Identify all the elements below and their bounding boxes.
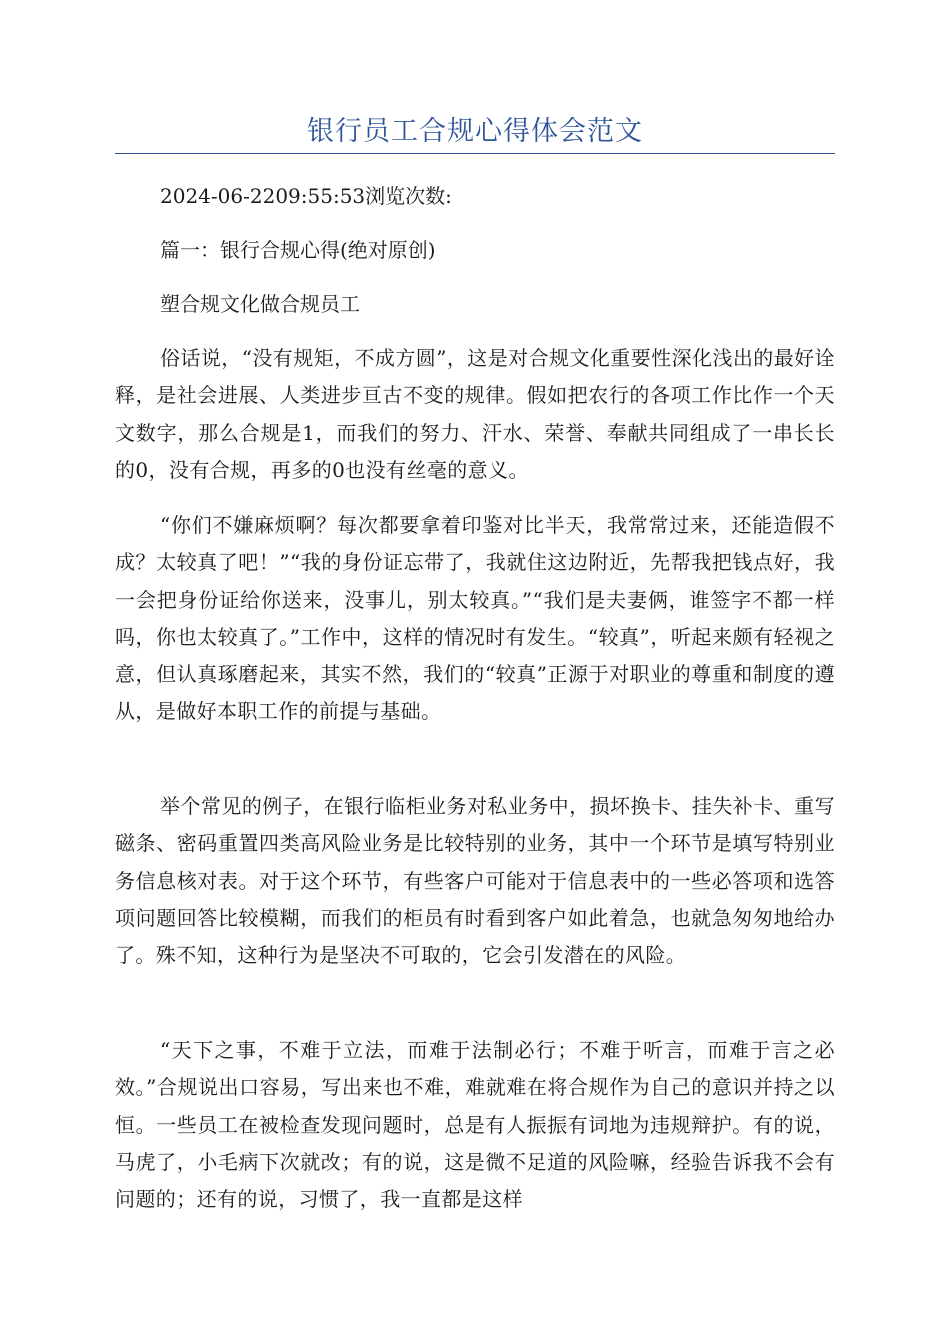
paragraph-1: 俗话说，“没有规矩，不成方圆”，这是对合规文化重要性深化浅出的最好诠释，是社会进展、人类进步亘古不变的规律。假如把农行的各项工作比作一个天文数字，那么合规是1，而我们的努力、汗水、荣誉、奉献共同组成了一串长长的0，没有合规，再多的0也没有丝毫的意义。	[115, 346, 835, 482]
paragraph-3: 举个常见的例子，在银行临柜业务对私业务中，损坏换卡、挂失补卡、重写磁条、密码重置四类高风险业务是比较特别的业务，其中一个环节是填写特别业务信息核对表。对于这个环节，有些客户可能对于信息表中的一些必答项和选答项问题回答比较模糊，而我们的柜员有时看到客户如此着急，也就急匆匆地给办了。殊不知，这种行为是坚决不可取的，它会引发潜在的风险。	[115, 794, 835, 968]
paragraph-4: “天下之事，不难于立法，而难于法制必行；不难于听言，而难于言之必效。”合规说出口容易，写出来也不难，难就难在将合规作为自己的意识并持之以恒。一些员工在被检查发现问题时，总是有人振振有词地为违规辩护。有的说，马虎了，小毛病下次就改；有的说，这是微不足道的风险嘛，经验告诉我不会有问题的；还有的说，习惯了，我一直都是这样	[115, 1038, 835, 1212]
paragraph-2: “你们不嫌麻烦啊？每次都要拿着印鉴对比半天，我常常过来，还能造假不成？太较真了吧！”“我的身份证忘带了，我就住这边附近，先帮我把钱点好，我一会把身份证给你送来，没事儿，别太较真。”“我们是夫妻俩，谁签字不都一样吗，你也太较真了。”工作中，这样的情况时有发生。“较真”，听起来颇有轻视之意，但认真琢磨起来，其实不然，我们的“较真”正源于对职业的尊重和制度的遵从，是做好本职工作的前提与基础。	[115, 513, 835, 724]
meta-line: 2024-06-2209:55:53浏览次数:	[160, 184, 452, 208]
subtitle: 塑合规文化做合规员工	[160, 292, 360, 316]
section-heading: 篇一：银行合规心得(绝对原创)	[160, 238, 436, 262]
document-title: 银行员工合规心得体会范文	[307, 116, 643, 147]
title-underline	[115, 153, 835, 154]
